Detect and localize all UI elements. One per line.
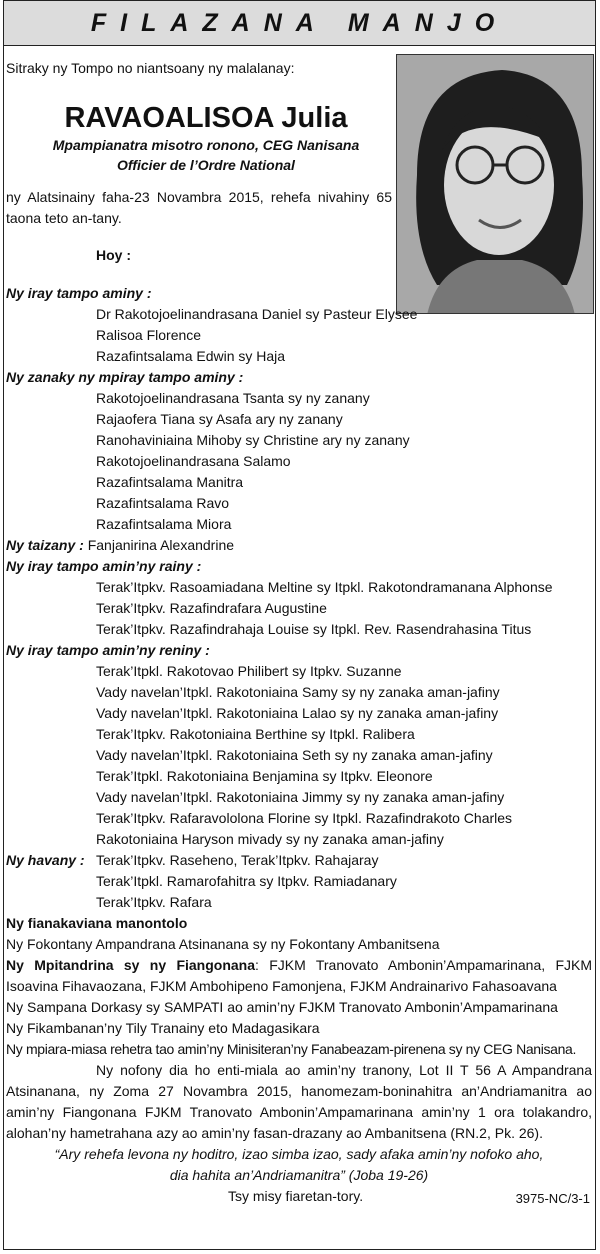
footer: [6, 1186, 592, 1210]
header-banner: [3, 0, 596, 46]
list-item: Rakotojoelinandrasana Tsanta sy ny zanany: [96, 390, 370, 406]
fokontany-line: Ny Fokontany Ampandrana Atsinanana sy ny Fokontany Ambanitsena: [6, 936, 440, 952]
deceased-title-2: Officier de l’Ordre National: [117, 157, 295, 173]
mpitandrina-label: Ny Mpitandrina sy ny Fiangonana: [6, 957, 256, 973]
list-item: Vady navelan’Itpkl. Rakotoniaina Seth sy ny zanaka aman-jafiny: [96, 747, 493, 763]
intro-line: Sitraky ny Tompo no niantsoany ny malalanay:: [6, 60, 295, 76]
list-item: Ralisoa Florence: [96, 327, 202, 343]
mpitandrina-paragraph: [6, 955, 592, 997]
list-item: Rajaofera Tiana sy Asafa ary ny zanany: [96, 411, 343, 427]
aunt-line: [6, 535, 592, 556]
cousins-line: [6, 850, 592, 871]
list-item: Terak’Itpkv. Raseheno, Terak’Itpkv. Rahajaray: [96, 852, 379, 868]
aunt-name: Fanjanirina Alexandrine: [87, 537, 235, 553]
burial-paragraph: Ny nofony dia ho enti-miala ao amin’ny tranony, Lot II T 56 A Ampandrana Atsinanana, ny Zoma 27 Novambra 2015, hanomezam-boninahitra an’Andriamanitra ao amin’ny Fiangonana FJKM Tranovato Ambonin’Ampamarinana amin’ny 1 ora tolakandro, alohan’ny hametrahana azy ao amin’ny fasan-drazany ao Ambanitsena (RN.2, Pk. 26).: [6, 1062, 592, 1141]
quote-line-2: dia hahita an’Andriamanitra” (Joba 19-26): [169, 1167, 429, 1183]
hoy-label: Hoy :: [96, 247, 131, 263]
list-item: Ranohaviniaina Mihoby sy Christine ary ny zanany: [96, 432, 410, 448]
quote-line-1: “Ary rehefa levona ny hoditro, izao simba izao, sady afaka amin’ny nofoko aho,: [54, 1146, 544, 1162]
list-item: Razafintsalama Ravo: [96, 495, 230, 511]
date-text: ny Alatsinainy faha-23 Novambra 2015, rehefa nivahiny 65 taona teto an-tany.: [6, 189, 392, 226]
fikambanana-line: Ny Fikambanan’ny Tily Tranainy eto Madagasikara: [6, 1020, 320, 1036]
list-item: Razafintsalama Edwin sy Haja: [96, 348, 286, 364]
notice-body: [6, 52, 592, 1210]
family-heading: Ny fianakaviana manontolo: [6, 915, 188, 931]
mpitandrina-text: : FJKM Tranovato Ambonin’Ampamarinana, FJKM Isoavina Fihavaozana, FJKM Ambohipeno Famonjena, FJKM Andrainarivo Fahasoavana: [6, 957, 592, 994]
list-item: Terak’Itpkl. Rakotovao Philibert sy Itpkv. Suzanne: [96, 663, 402, 679]
section-label-siblings: Ny iray tampo aminy :: [6, 285, 152, 301]
list-item: Vady navelan’Itpkl. Rakotoniaina Lalao sy ny zanaka aman-jafiny: [96, 705, 499, 721]
list-item: Terak’Itpkv. Razafindrahaja Louise sy Itpkl. Rev. Rasendrahasina Titus: [96, 621, 532, 637]
list-item: Terak’Itpkv. Rafara: [96, 894, 212, 910]
header-title: FILAZANA MANJO: [90, 8, 509, 37]
section-label-nephews: Ny zanaky ny mpiray tampo aminy :: [6, 369, 244, 385]
list-item: Terak’Itpkl. Ramarofahitra sy Itpkv. Ramiadanary: [96, 873, 397, 889]
list-item: Vady navelan’Itpkl. Rakotoniaina Samy sy ny zanaka aman-jafiny: [96, 684, 500, 700]
section-label-aunt: Ny taizany :: [6, 537, 84, 553]
list-item: Razafintsalama Miora: [96, 516, 232, 532]
list-item: Terak’Itpkl. Rakotoniaina Benjamina sy Itpkv. Eleonore: [96, 768, 433, 784]
section-label-relatives: Ny havany :: [6, 852, 85, 868]
list-item: Rakotoniaina Haryson mivady sy ny zanaka aman-jafiny: [96, 831, 444, 847]
section-label-father-siblings: Ny iray tampo amin’ny rainy :: [6, 558, 202, 574]
list-item: Vady navelan’Itpkl. Rakotoniaina Jimmy sy ny zanaka aman-jafiny: [96, 789, 505, 805]
list-item: Dr Rakotojoelinandrasana Daniel sy Pasteur Elysee: [96, 306, 418, 322]
reference-code: 3975-NC/3-1: [515, 1191, 590, 1206]
list-item: Razafintsalama Manitra: [96, 474, 244, 490]
section-label-mother-siblings: Ny iray tampo amin’ny reniny :: [6, 642, 210, 658]
deceased-name: RAVAOALISOA Julia: [64, 102, 348, 134]
list-item: Terak’Itpkv. Rakotoniaina Berthine sy Itpkl. Ralibera: [96, 726, 415, 742]
signature: Tsy misy fiaretan-tory.: [228, 1188, 364, 1204]
mpiara-line: Ny mpiara-miasa rehetra tao amin’ny Minisiteran’ny Fanabeazam-pirenena sy ny CEG Nanisana.: [6, 1041, 576, 1057]
sampana-line: Ny Sampana Dorkasy sy SAMPATI ao amin’ny FJKM Tranovato Ambonin’Ampamarinana: [6, 999, 558, 1015]
list-item: Terak’Itpkv. Rafaravololona Florine sy Itpkl. Razafindrakoto Charles: [96, 810, 513, 826]
list-item: Rakotojoelinandrasana Salamo: [96, 453, 291, 469]
list-item: Terak’Itpkv. Razafindrafara Augustine: [96, 600, 327, 616]
list-item: Terak’Itpkv. Rasoamiadana Meltine sy Itpkl. Rakotondramanana Alphonse: [96, 579, 553, 595]
deceased-title-1: Mpampianatra misotro ronono, CEG Nanisana: [52, 137, 360, 153]
